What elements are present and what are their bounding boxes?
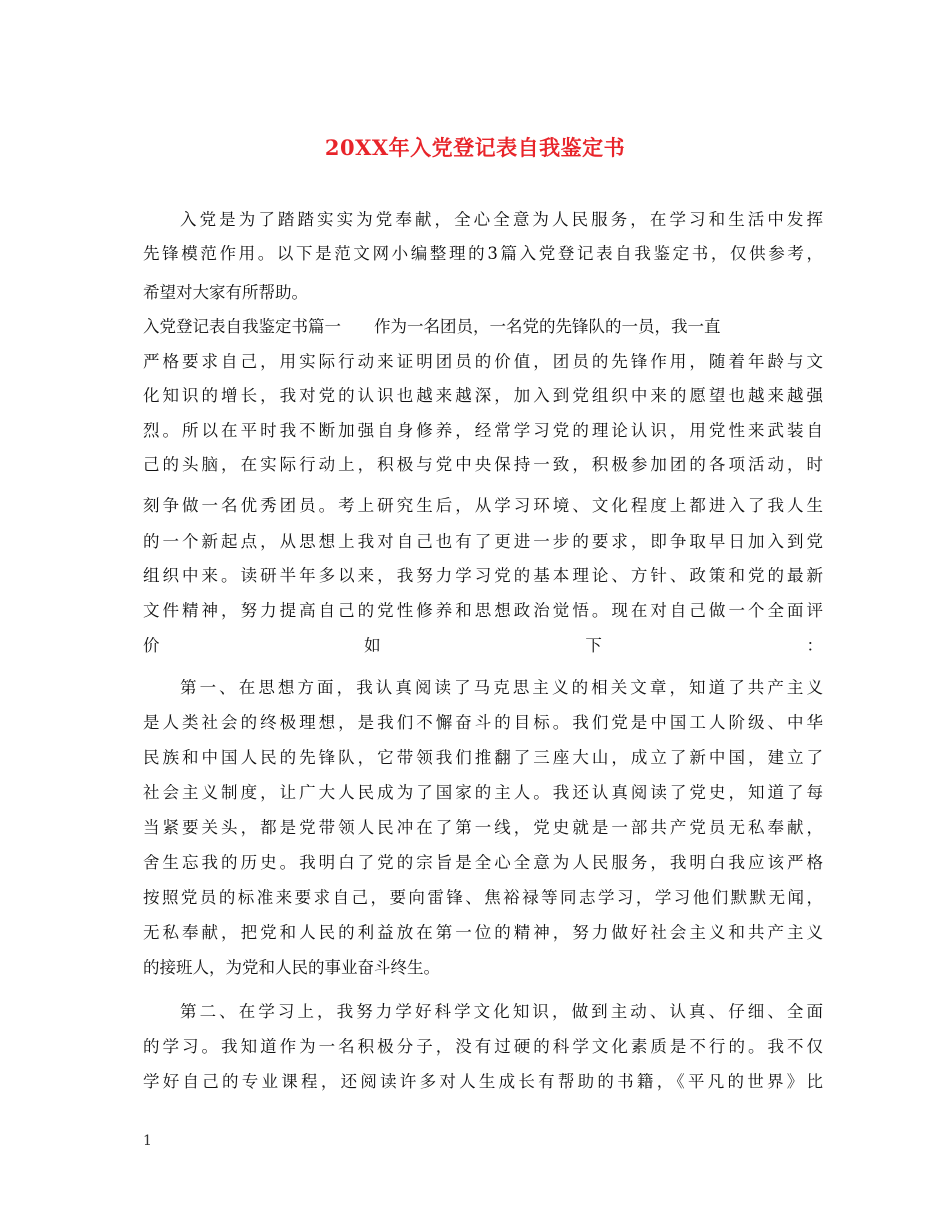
body-line: 入党登记表自我鉴定书篇一 作为一名团员，一名党的先锋队的一员，我一直 bbox=[143, 317, 721, 336]
body-line: 的一个新起点，从思想上我对自己也有了更进一步的要求，即争取早日加入到党 bbox=[143, 532, 823, 551]
body-line: 舍生忘我的历史。我明白了党的宗旨是全心全意为人民服务，我明白我应该严格 bbox=[143, 853, 823, 872]
page-number: 1 bbox=[143, 1133, 152, 1149]
body-line: 当紧要关头，都是党带领人民冲在了第一线，党史就是一部共产党员无私奉献， bbox=[143, 818, 823, 837]
body-line: 化知识的增长，我对党的认识也越来越深，加入到党组织中来的愿望也越来越强 bbox=[143, 386, 823, 405]
body-line: 刻争做一名优秀团员。考上研究生后，从学习环境、文化程度上都进入了我人生 bbox=[143, 496, 823, 515]
body-line: 希望对大家有所帮助。 bbox=[143, 283, 308, 302]
body-line: 严格要求自己，用实际行动来证明团员的价值，团员的先锋作用，随着年龄与文 bbox=[143, 352, 823, 371]
body-line: 第一、在思想方面，我认真阅读了马克思主义的相关文章，知道了共产主义 bbox=[180, 678, 823, 697]
body-line: 价如下： bbox=[143, 636, 823, 655]
body-line: 入党是为了踏踏实实为党奉献，全心全意为人民服务，在学习和生活中发挥 bbox=[180, 210, 823, 229]
body-line: 的学习。我知道作为一名积极分子，没有过硬的科学文化素质是不行的。我不仅 bbox=[143, 1037, 823, 1056]
body-line: 学好自己的专业课程，还阅读许多对人生成长有帮助的书籍，《平凡的世界》比 bbox=[143, 1072, 823, 1091]
body-line: 己的头脑，在实际行动上，积极与党中央保持一致，积极参加团的各项活动，时 bbox=[143, 455, 823, 474]
body-line: 文件精神，努力提高自己的党性修养和思想政治觉悟。现在对自己做一个全面评 bbox=[143, 601, 823, 620]
body-line: 组织中来。读研半年多以来，我努力学习党的基本理论、方针、政策和党的最新 bbox=[143, 566, 823, 585]
document-title: 20XX年入党登记表自我鉴定书 bbox=[324, 135, 626, 160]
body-line: 民族和中国人民的先锋队，它带领我们推翻了三座大山，成立了新中国，建立了 bbox=[143, 748, 823, 767]
body-line: 先锋模范作用。以下是范文网小编整理的3篇入党登记表自我鉴定书，仅供参考， bbox=[143, 244, 823, 263]
body-line: 按照党员的标准来要求自己，要向雷锋、焦裕禄等同志学习，学习他们默默无闻， bbox=[143, 888, 823, 907]
body-line: 第二、在学习上，我努力学好科学文化知识，做到主动、认真、仔细、全面 bbox=[180, 1002, 823, 1021]
body-line: 无私奉献，把党和人民的利益放在第一位的精神，努力做好社会主义和共产主义 bbox=[143, 923, 823, 942]
body-line: 社会主义制度，让广大人民成为了国家的主人。我还认真阅读了党史，知道了每 bbox=[143, 783, 823, 802]
body-line: 的接班人，为党和人民的事业奋斗终生。 bbox=[143, 958, 440, 977]
body-line: 烈。所以在平时我不断加强自身修养，经常学习党的理论认识，用党性来武装自 bbox=[143, 421, 823, 440]
body-line: 是人类社会的终极理想，是我们不懈奋斗的目标。我们党是中国工人阶级、中华 bbox=[143, 713, 823, 732]
